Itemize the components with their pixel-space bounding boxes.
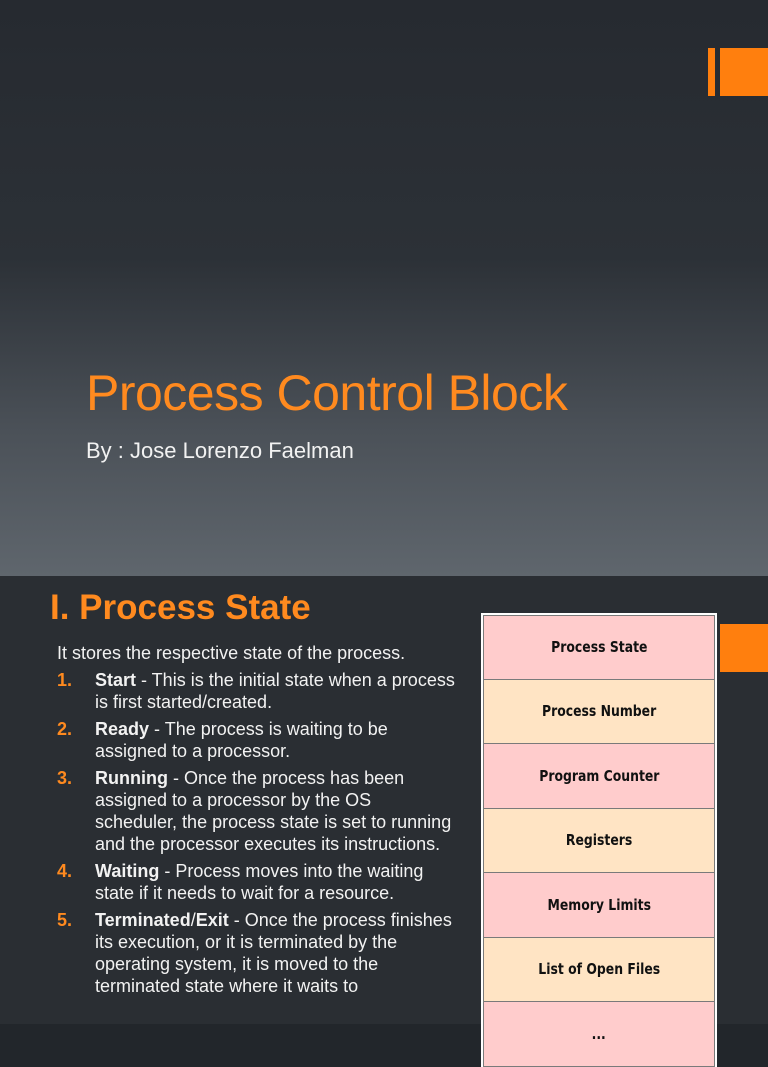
accent-bar-thin bbox=[708, 48, 715, 96]
section-heading: I. Process State bbox=[50, 588, 311, 627]
state-name-separator: / bbox=[190, 910, 196, 930]
state-description: - This is the initial state when a process is first started/created. bbox=[95, 670, 455, 712]
list-number: 2. bbox=[57, 719, 73, 739]
list-number: 3. bbox=[57, 768, 73, 788]
intro-text: It stores the respective state of the process. bbox=[57, 643, 406, 663]
slide-title: Process Control Block bbox=[86, 365, 568, 421]
pcb-diagram bbox=[481, 613, 717, 1067]
state-name-alt: Exit bbox=[195, 910, 229, 930]
state-description: - The process is waiting to be assigned to a processor. bbox=[95, 719, 388, 761]
list-number: 1. bbox=[57, 670, 73, 690]
state-name: Start bbox=[95, 670, 137, 690]
accent-bar-wide bbox=[720, 48, 768, 96]
pcb-field-more bbox=[483, 1002, 715, 1067]
pcb-field-label: Registers bbox=[565, 831, 633, 850]
state-item-waiting bbox=[57, 860, 457, 904]
state-name: Waiting bbox=[95, 861, 160, 881]
state-description: - Once the process finishes its execution, or it is terminated by the operating system, it is moved to the terminated state where it waits to bbox=[95, 910, 452, 996]
pcb-field-open-files bbox=[483, 938, 715, 1003]
state-item-terminated bbox=[57, 909, 457, 997]
state-description: - Once the process has been assigned to a processor by the OS scheduler, the process state is set to running and the processor executes its instructions. bbox=[95, 768, 452, 854]
pcb-field-label: List of Open Files bbox=[538, 960, 660, 979]
pcb-field-label: Program Counter bbox=[538, 766, 660, 785]
pcb-field-process-state bbox=[483, 615, 715, 680]
state-name: Ready bbox=[95, 719, 150, 739]
pcb-field-process-number bbox=[483, 680, 715, 745]
pcb-field-label: Memory Limits bbox=[547, 895, 651, 914]
pcb-field-memory-limits bbox=[483, 873, 715, 938]
pcb-field-label: Process State bbox=[550, 638, 648, 657]
state-name: Terminated bbox=[95, 910, 191, 930]
state-item-start bbox=[57, 669, 457, 713]
state-description: - Process moves into the waiting state if it needs to wait for a resource. bbox=[95, 861, 424, 903]
accent-bar bbox=[720, 624, 768, 672]
pcb-field-label: Process Number bbox=[541, 702, 657, 721]
pcb-field-registers bbox=[483, 809, 715, 874]
list-number: 4. bbox=[57, 861, 73, 881]
process-states-list bbox=[57, 669, 457, 1002]
state-item-ready bbox=[57, 718, 457, 762]
state-item-running bbox=[57, 767, 457, 855]
slide-subtitle: By : Jose Lorenzo Faelman bbox=[86, 438, 354, 463]
pcb-field-label: ... bbox=[591, 1024, 607, 1043]
list-number: 5. bbox=[57, 910, 73, 930]
pcb-field-program-counter bbox=[483, 744, 715, 809]
state-name: Running bbox=[95, 768, 168, 788]
